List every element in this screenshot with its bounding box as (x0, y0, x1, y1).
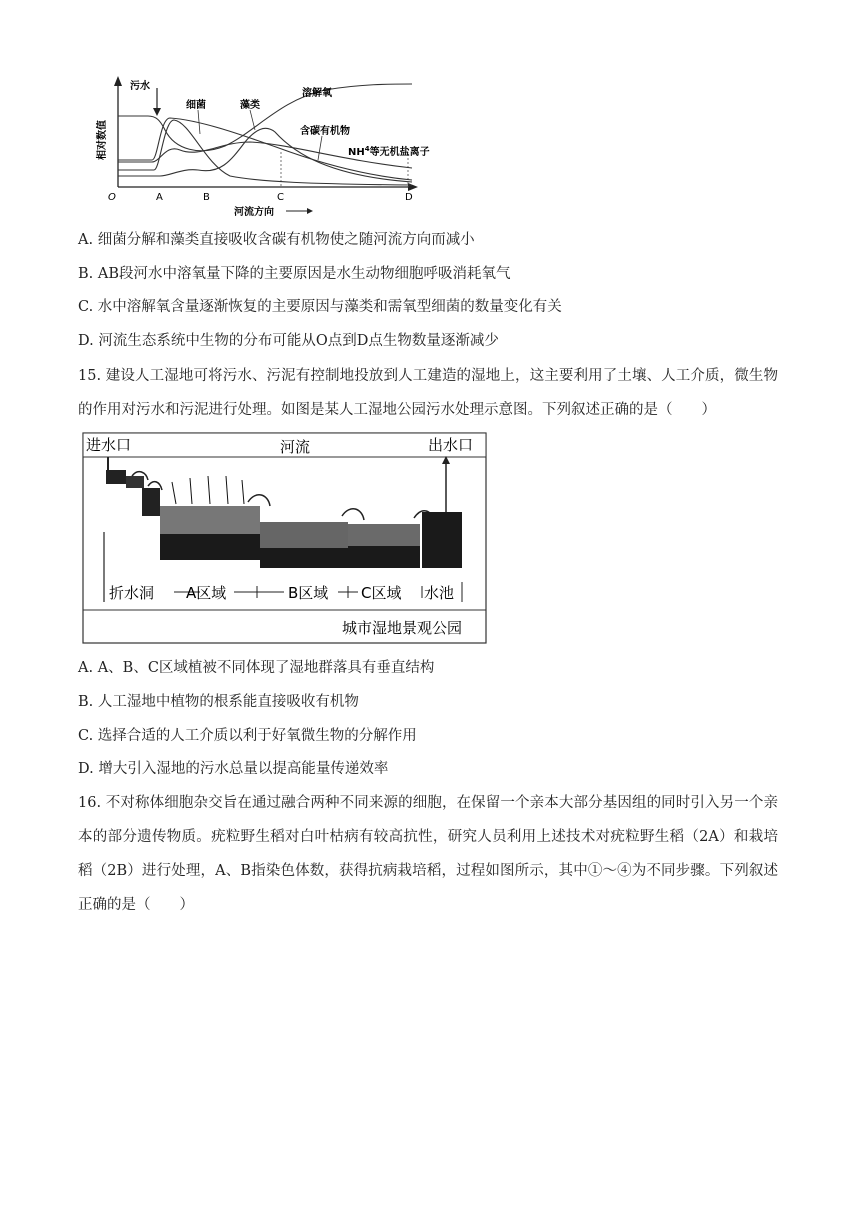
q14-option-c: C. 水中溶解氧含量逐渐恢复的主要原因与藻类和需氧型细菌的数量变化有关 (78, 299, 562, 315)
dissolved-oxygen-curve (118, 84, 412, 151)
dissolved-oxygen-label: 溶解氧 (302, 88, 332, 99)
outlet-label: 出水口 (428, 436, 474, 454)
y-axis-label: 相对数值 (97, 120, 108, 160)
wetland-diagram (82, 432, 488, 646)
zone-label-1: 折水洞 (109, 584, 155, 602)
tick-d: D (405, 192, 413, 203)
q16-stem: 16. 不对称体细胞杂交旨在通过融合两种不同来源的细胞，在保留一个亲本大部分基因组的同时引入另一个亲本的部分遗传物质。疣粒野生稻对白叶枯病有较高抗性，研究人员利用上述技术对疣粒野生稻（2A）和栽培稻（2B）进行处理，A、B指染色体数，获得抗病栽培稻，过程如图所示，其中①～④为不同步骤。下列叙述正确的是（ ） (78, 795, 778, 913)
origin-label: O (108, 192, 116, 203)
inlet-label: 进水口 (86, 436, 132, 454)
organic-carbon-label: 含碳有机物 (300, 126, 350, 137)
tick-c: C (277, 192, 284, 203)
q14-option-a: A. 细菌分解和藻类直接吸收含碳有机物使之随河流方向而减小 (78, 232, 475, 248)
q15-option-d: D. 增大引入湿地的污水总量以提高能量传递效率 (78, 761, 389, 777)
zone-label-3: B区域 (288, 584, 329, 602)
x-axis-label: 河流方向 (234, 207, 274, 218)
q15-stem: 15. 建设人工湿地可将污水、污泥有控制地投放到人工建造的湿地上，这主要利用了土壤、人工介质，微生物的作用对污水和污泥进行处理。如图是某人工湿地公园污水处理示意图。下列叙述正确的是（ ） (78, 368, 778, 418)
q15-option-c: C. 选择合适的人工介质以利于好氧微生物的分解作用 (78, 728, 417, 744)
zone-label-5: 水池 (424, 584, 455, 602)
sewage-label: 污水 (130, 81, 150, 92)
q14-option-b: B. AB段河水中溶氧量下降的主要原因是水生动物细胞呼吸消耗氧气 (78, 266, 511, 282)
q14-option-d: D. 河流生态系统中生物的分布可能从O点到D点生物数量逐渐减少 (78, 333, 499, 349)
river-chart (90, 72, 435, 222)
river-label: 河流 (280, 438, 311, 456)
tick-a: A (156, 192, 163, 203)
nh4-label: $NH^4$等无机盐离子 (348, 145, 430, 158)
zone-label-2: A区域 (186, 584, 227, 602)
bacteria-label: 细菌 (186, 100, 206, 111)
zone-label-4: C区域 (361, 584, 402, 602)
tick-b: B (203, 192, 210, 203)
q15-option-a: A. A、B、C区域植被不同体现了湿地群落具有垂直结构 (78, 660, 435, 676)
park-label: 城市湿地景观公园 (342, 619, 463, 637)
q15-option-b: B. 人工湿地中植物的根系能直接吸收有机物 (78, 694, 359, 710)
algae-label: 藻类 (240, 100, 260, 111)
